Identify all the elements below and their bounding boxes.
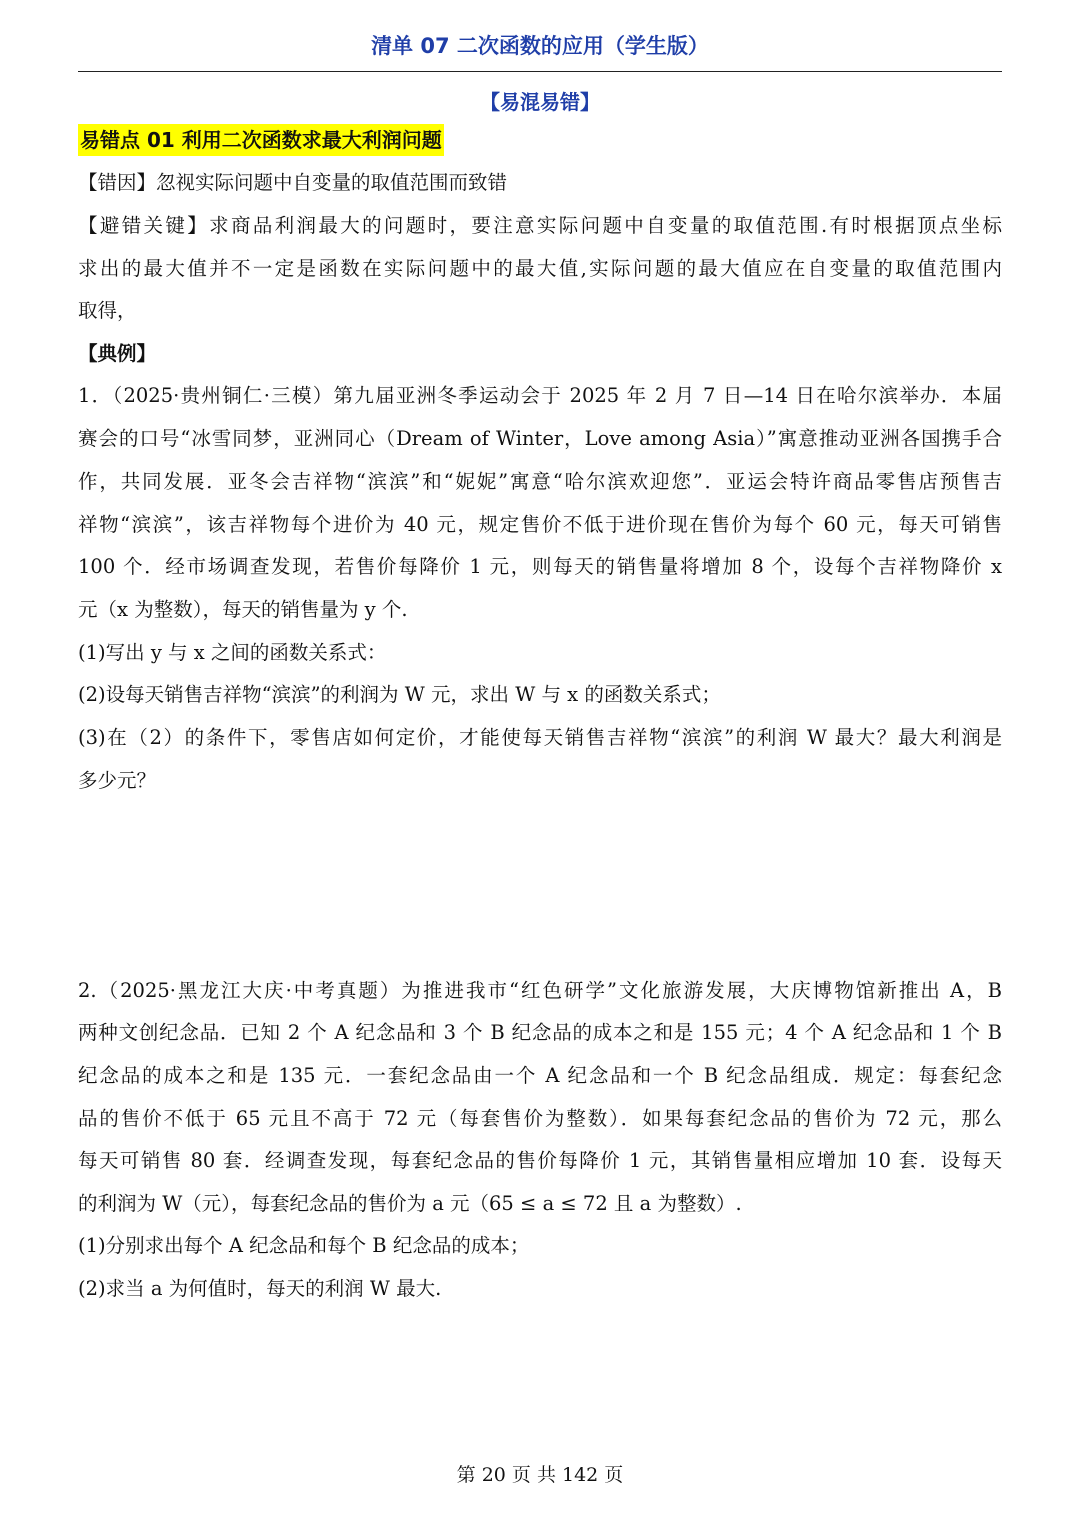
problem2-line-3: 纪念品的成本之和是 135 元．一套纪念品由一个 A 纪念品和一个 B 纪念品组成．规定：每套纪念	[78, 1064, 1002, 1087]
problem2-line-6: 的利润为 W（元），每套纪念品的售价为 a 元（65 ≤ a ≤ 72 且 a 为整数）.	[78, 1192, 742, 1215]
page-header-title: 清单 07 二次函数的应用（学生版）	[371, 34, 709, 58]
problem2-line-1: 2.（2025·黑龙江大庆·中考真题）为推进我市“红色研学”文化旅游发展，大庆博物馆新推出 A，B	[78, 979, 1002, 1002]
page-number-footer: 第 20 页 共 142 页	[456, 1464, 624, 1486]
problem2-line-4: 品的售价不低于 65 元且不高于 72 元（每套售价为整数）．如果每套纪念品的售价为 72 元，那么	[78, 1107, 1002, 1130]
avoid-key-line-3: 取得，	[78, 299, 137, 322]
problem2-line-5: 每天可销售 80 套．经调查发现，每套纪念品的售价每降价 1 元，其销售量相应增加 10 套．设每天	[78, 1149, 1002, 1172]
example-heading: 【典例】	[78, 342, 157, 365]
problem2-part1: (1)分别求出每个 A 纪念品和每个 B 纪念品的成本；	[78, 1234, 530, 1257]
problem1-line-5: 100 个．经市场调查发现，若售价每降价 1 元，则每天的销售量将增加 8 个，设每个吉祥物降价 x	[78, 555, 1002, 578]
problem1-line-2: 赛会的口号“冰雪同梦，亚洲同心（Dream of Winter，Love among Asia）”寓意推动亚洲各国携手合	[78, 427, 1002, 450]
problem1-line-4: 祥物“滨滨”，该吉祥物每个进价为 40 元，规定售价不低于进价现在售价为每个 60 元，每天可销售	[78, 513, 1002, 536]
error-cause-line: 【错因】忽视实际问题中自变量的取值范围而致错	[78, 171, 508, 194]
problem1-line-1: 1．（2025·贵州铜仁·三模）第九届亚洲冬季运动会于 2025 年 2 月 7 日—14 日在哈尔滨举办．本届	[78, 384, 1002, 407]
problem1-line-3: 作，共同发展．亚冬会吉祥物“滨滨”和“妮妮”寓意“哈尔滨欢迎您”．亚运会特许商品零售店预售吉	[78, 470, 1002, 493]
problem1-part3-line-1: (3)在（2）的条件下，零售店如何定价，才能使每天销售吉祥物“滨滨”的利润 W 最大？最大利润是	[78, 726, 1002, 749]
problem1-part3-line-2: 多少元？	[78, 769, 157, 792]
avoid-key-line-1: 【避错关键】求商品利润最大的问题时，要注意实际问题中自变量的取值范围.有时根据顶点坐标	[78, 214, 1002, 237]
problem1-part2: (2)设每天销售吉祥物“滨滨”的利润为 W 元，求出 W 与 x 的函数关系式；	[78, 683, 721, 706]
avoid-key-line-2: 求出的最大值并不一定是函数在实际问题中的最大值,实际问题的最大值应在自变量的取值范围内	[78, 257, 1002, 280]
problem1-part1: (1)写出 y 与 x 之间的函数关系式：	[78, 641, 387, 664]
problem1-line-6: 元（x 为整数），每天的销售量为 y 个.	[78, 598, 408, 621]
header-divider	[78, 71, 1002, 72]
section-title: 【易混易错】	[480, 90, 600, 114]
problem2-part2: (2)求当 a 为何值时，每天的利润 W 最大.	[78, 1277, 442, 1300]
problem2-line-2: 两种文创纪念品．已知 2 个 A 纪念品和 3 个 B 纪念品的成本之和是 155 元；4 个 A 纪念品和 1 个 B	[78, 1021, 1002, 1044]
error-point-title: 易错点 01 利用二次函数求最大利润问题	[78, 124, 444, 156]
